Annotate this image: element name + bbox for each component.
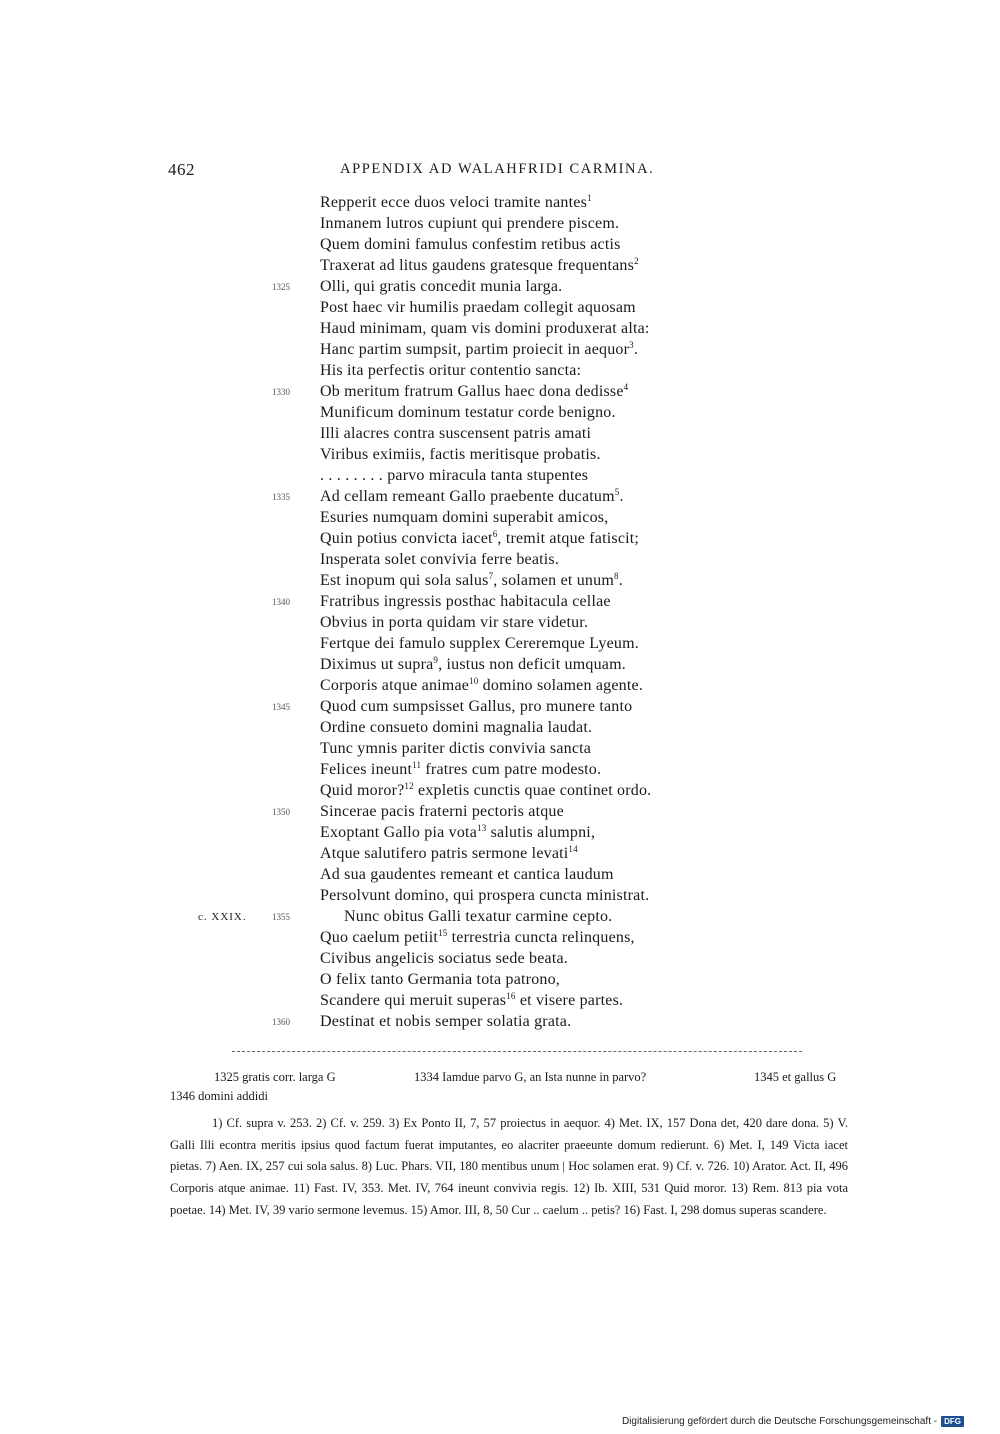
verse-text: His ita perfectis oritur contentio sancta: xyxy=(320,362,582,379)
verse-text: Repperit ecce duos veloci tramite nantes xyxy=(320,194,588,211)
verse-line xyxy=(320,927,635,948)
footnote-marker: 3 xyxy=(629,340,634,350)
verse-text: Ordine consueto domini magnalia laudat. xyxy=(320,719,593,736)
verse-text: Quid moror? xyxy=(320,782,405,799)
credit-text: Digitalisierung gefördert durch die Deutsche Forschungsgemeinschaft - xyxy=(621,1416,938,1427)
verse-text: et visere partes. xyxy=(515,992,624,1009)
verse-text: Exoptant Gallo pia vota xyxy=(320,824,478,841)
verse-text: fratres cum patre modesto. xyxy=(421,761,602,778)
verse-line xyxy=(320,234,621,255)
verse-text: Quem domini famulus confestim retibus actis xyxy=(320,236,621,253)
footnote-marker: 16 xyxy=(506,991,516,1001)
verse-text: Tunc ymnis pariter dictis convivia sancta xyxy=(320,740,592,757)
verse-line xyxy=(320,843,578,864)
verse-line xyxy=(320,444,601,465)
verse-line xyxy=(320,1011,571,1032)
verse-line xyxy=(320,591,611,612)
verse-line xyxy=(320,465,588,486)
verse-number: 1340 xyxy=(272,597,290,607)
verse-text: Persolvunt domino, qui prospera cuncta ministrat. xyxy=(320,887,650,904)
verse-text: salutis alumpni, xyxy=(486,824,596,841)
verse-line xyxy=(320,402,616,423)
verse-text: , iustus non deficit umquam. xyxy=(438,656,626,673)
verse-number: 1335 xyxy=(272,492,290,502)
verse-line xyxy=(320,675,643,696)
verse-line xyxy=(320,612,588,633)
verse-line xyxy=(320,717,592,738)
footnote-text: 1) Cf. supra v. 253. 2) Cf. v. 259. 3) Ex Ponto II, 7, 57 proiectus in aequor. 4) Met. IX, 157 Dona det, 420 dare dona. 5) V. Galli Illi econtra meritis ipsius quod factum fuerat imputantes, eo alacriter praeeunte domum redierunt. 6) Met. I, 149 Victa iacet pietas. 7) Aen. IX, 257 cui sola salus. 8) Luc. Phars. VII, 180 mentibus unum | Hoc solamen erat. 9) Cf. v. 726. 10) Arator. Act. II, 496 Corporis atque animae. 11) Fast. IV, 353. Met. IV, 764 ineunt convivia regis. 12) Ib. XIII, 531 Quid moror. 13) Rem. 813 pia vota poetae. 14) Met. IV, 39 vario sermone levemus. 15) Amor. III, 8, 50 Cur .. caelum .. petis? 16) Fast. I, 298 domus superas scandere. xyxy=(170,1116,848,1217)
verse-line xyxy=(320,276,562,297)
verse-text: Viribus eximiis, factis meritisque probatis. xyxy=(320,446,601,463)
verse-line xyxy=(320,822,595,843)
footnote-marker: 2 xyxy=(634,256,639,266)
verse-text: Munificum dominum testatur corde benigno. xyxy=(320,404,616,421)
verse-text: Ad sua gaudentes remeant et cantica laudum xyxy=(320,866,614,883)
verse-text: Ad cellam remeant Gallo praebente ducatum xyxy=(320,488,615,505)
dfg-logo-icon: DFG xyxy=(941,1416,964,1427)
page-number: 462 xyxy=(168,160,195,179)
footnote-marker: 10 xyxy=(469,676,479,686)
verse-line xyxy=(320,318,650,339)
footnote-marker: 4 xyxy=(623,382,629,392)
verse-text: Civibus angelicis sociatus sede beata. xyxy=(320,950,568,967)
verse-line xyxy=(320,339,638,360)
verse-line xyxy=(320,255,639,276)
verse-line xyxy=(320,192,592,213)
footnote-marker: 8 xyxy=(613,571,619,581)
chapter-marker: c. XXIX. xyxy=(198,911,247,923)
verse-line xyxy=(320,570,623,591)
verse-line xyxy=(320,780,651,801)
verse-line xyxy=(320,759,601,780)
running-title: APPENDIX AD WALAHFRIDI CARMINA. xyxy=(340,161,655,177)
critical-apparatus xyxy=(170,1068,850,1106)
verse-line xyxy=(320,381,628,402)
verse-text: Illi alacres contra suscensent patris amati xyxy=(320,425,592,442)
verse-text: domino solamen agente. xyxy=(478,677,644,694)
verse-text: expletis cunctis quae continet ordo. xyxy=(413,782,652,799)
verse-text: , solamen et unum xyxy=(493,572,614,589)
verse-text: . xyxy=(618,572,623,589)
footnote-marker: 11 xyxy=(412,760,422,770)
footnotes xyxy=(170,1113,848,1222)
verse-text: Fertque dei famulo supplex Cereremque Lyeum. xyxy=(320,635,639,652)
verse-line xyxy=(320,528,639,549)
verse-line xyxy=(320,864,614,885)
verse-text: Quin potius convicta iacet xyxy=(320,530,493,547)
verse-text: Felices ineunt xyxy=(320,761,413,778)
verse-text: Obvius in porta quidam vir stare videtur. xyxy=(320,614,589,631)
verse-text: Esuries numquam domini superabit amicos, xyxy=(320,509,609,526)
verse-text: Hanc partim sumpsit, partim proiecit in aequor xyxy=(320,341,630,358)
verse-line xyxy=(344,906,612,927)
verse-text: . . . . . . . . parvo miracula tanta stupentes xyxy=(320,467,589,484)
verse-text: Diximus ut supra xyxy=(320,656,434,673)
verse-number: 1350 xyxy=(272,807,290,817)
verse-text: Nunc obitus Galli texatur carmine cepto. xyxy=(344,908,613,925)
verse-line xyxy=(320,549,559,570)
verse-text: Olli, qui gratis concedit munia larga. xyxy=(320,278,563,295)
footnote-marker: 9 xyxy=(433,655,439,665)
footnote-marker: 7 xyxy=(488,571,494,581)
footnote-marker: 1 xyxy=(587,193,592,203)
verse-text: Quo caelum petiit xyxy=(320,929,439,946)
verse-text: Scandere qui meruit superas xyxy=(320,992,507,1009)
footnote-marker: 15 xyxy=(438,928,448,938)
apparatus-entry: 1334 Iamdue parvo G, an Ista nunne in parvo? xyxy=(414,1070,647,1084)
verse-line xyxy=(320,360,581,381)
digitization-credit xyxy=(622,1416,964,1427)
verse-line xyxy=(320,486,624,507)
verse-text: Sincerae pacis fraterni pectoris atque xyxy=(320,803,564,820)
footnote-marker: 13 xyxy=(477,823,487,833)
verse-number: 1345 xyxy=(272,702,290,712)
verse-text: Atque salutifero patris sermone levati xyxy=(320,845,569,862)
apparatus-entry: 1345 et gallus G xyxy=(754,1070,837,1084)
verse-text: Quod cum sumpsisset Gallus, pro munere tanto xyxy=(320,698,633,715)
verse-text: Haud minimam, quam vis domini produxerat alta: xyxy=(320,320,650,337)
verse-line xyxy=(320,885,649,906)
verse-line xyxy=(320,948,568,969)
verse-line xyxy=(320,696,632,717)
verse-line xyxy=(320,738,591,759)
footnote-marker: 5 xyxy=(614,487,620,497)
verse-line xyxy=(320,423,591,444)
verse-number: 1360 xyxy=(272,1017,290,1027)
verse-line xyxy=(320,213,619,234)
verse-text: . xyxy=(633,341,639,358)
verse-text: Inmanem lutros cupiunt qui prendere piscem. xyxy=(320,215,620,232)
apparatus-entry: 1325 gratis corr. larga G xyxy=(214,1070,336,1084)
verse-text: Ob meritum fratrum Gallus haec dona dedisse xyxy=(320,383,624,400)
verse-text: Corporis atque animae xyxy=(320,677,470,694)
verse-text: O felix tanto Germania tota patrono, xyxy=(320,971,561,988)
verse-text: Traxerat ad litus gaudens gratesque frequentans xyxy=(320,257,635,274)
verse-line xyxy=(320,633,639,654)
verse-number: 1325 xyxy=(272,282,290,292)
verse-text: , tremit atque fatiscit; xyxy=(497,530,640,547)
verse-number: 1330 xyxy=(272,387,290,397)
verse-line xyxy=(320,969,560,990)
footnote-marker: 14 xyxy=(568,844,578,854)
footnote-marker: 6 xyxy=(492,529,498,539)
verse-text: Destinat et nobis semper solatia grata. xyxy=(320,1013,572,1030)
verse-text: . xyxy=(619,488,624,505)
verse-line xyxy=(320,801,564,822)
separator-rule xyxy=(232,1051,802,1052)
verse-text: Post haec vir humilis praedam collegit aquosam xyxy=(320,299,636,316)
verse-line xyxy=(320,297,636,318)
verse-text: terrestria cuncta relinquens, xyxy=(447,929,635,946)
verse-text: Fratribus ingressis posthac habitacula cellae xyxy=(320,593,611,610)
verse-line xyxy=(320,990,623,1011)
verse-line xyxy=(320,507,608,528)
verse-line xyxy=(320,654,626,675)
footnote-marker: 12 xyxy=(404,781,414,791)
verse-number: 1355 xyxy=(272,912,290,922)
apparatus-entry: 1346 domini addidi xyxy=(170,1089,268,1103)
verse-text: Insperata solet convivia ferre beatis. xyxy=(320,551,560,568)
verse-text: Est inopum qui sola salus xyxy=(320,572,489,589)
